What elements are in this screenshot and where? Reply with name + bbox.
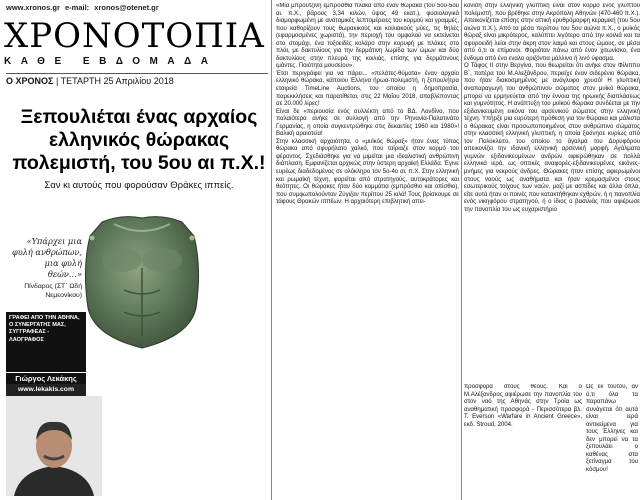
article-body-bottom-left [464, 384, 582, 496]
paragraph: Είναι δε «περιουσία ενός συλλέκτη από το ΒΔ. Λονδίνο, που παλαιότερα ανήκε σε συλλογή από την Ρηνανία-Παλατινάτο Γερμανίας, η οποία συγκεντρώθηκε στις δεκαετίες 1960 και 1980»! Βαλική αραιοτεία! [276, 108, 459, 138]
article-subheadline: Σαν κι αυτούς που φορούσαν Θράκες ιππείς. [44, 180, 234, 191]
sidebar [6, 196, 86, 496]
masthead-title: ΧΡΟΝΟΤΟΠΙΑ [4, 16, 265, 56]
header-contacts [6, 3, 268, 15]
dateline [6, 73, 268, 87]
issue-date: ΤΕΤΑΡΤΗ 25 Απριλίου 2018 [60, 76, 174, 86]
author-website[interactable]: www.lekakis.com [6, 384, 86, 396]
sidebar-quote-author: Πίνδαρος (ΣΤ΄ Ωδή Νεμεονίκου) [24, 283, 82, 299]
paragraph: Έτσι περιγράφει για να πάρει... «πελάτες-θύματα» έναν αρχαίο ελληνικό θώρακα, κάποιου Έλληνα ήρωα-πολεμιστή, η ξεπουλήτρα εταιρεία TimeLine Auctions, του οποίου η δημοπρασία, παρεκκλήσεις και παρατίθεται, στις 22 Μαΐου 2018, απαβλέποντας σε 20.000 λίρες! [276, 70, 459, 108]
dateline-separator: | [55, 76, 61, 86]
article-headline: Ξεπουλιέται ένας αρχαίος ελληνικός θώρακας πολεμιστή, του 5ου αι π.Χ.! [12, 106, 266, 174]
armor-rivet-right [190, 236, 195, 241]
armor-chest-left [102, 248, 142, 272]
paragraph: προσφορά στους θεούς. Και ο Μ.Αλέξανδρος αφιέρωσε την πανοπλία του στον ναό της Αθηνάς στην Τροία ως αναθηματική προσφορά - Περισσότερα βλ. T. Everson «Warfare in Ancient Greece», εκδ. Stroud, 2004. [464, 384, 582, 428]
masthead-subtitle: ΚΑΘΕ ΕΒΔΟΜΑΔΑ [4, 56, 218, 67]
paragraph: κόνιση στην ελληνική γλυπτική είναι στον κορμό ενός γλυπτού πολεμιστή, που βρέθηκε στην Ακρόπολη Αθηνών (470-460 π.Χ.). Απεικονίζεται επίσης στην αττική ερυθρόμορφη κεραμική (του 5ου αιώνα π.Χ.). Από τα μέσα περίπου του 5ου αιώνα π.Χ., ο μυϊκός θώραξ είναι μικρότερος, καλύπτει λιγότερο από την κοιλιά και τα σφυροειδή λείοι στην άκρη στον λαιμό και στους ώμους, σε μέσα από ό,τι οι επίμονοι. Φοριόταν πάνω από έναν χιτωνίσκο, ένα ένδυμα από ένα εναλο οριζόντια μάλλινο ή λινό ύφασμα. [464, 3, 640, 62]
paragraph: Ως εκ τούτου, αν ό,τι όλα τα παραπάνω συνάγεται ότι αυτά είναι ιερά αντικείμενα για τους Έλληνες και δεν μπορεί να τα ξεπουλάει ο καθένας στα ξετίναγμα του κόσμου! [586, 384, 638, 474]
site-url[interactable]: www.xronos.gr [6, 3, 60, 12]
sidebar-quote: «Υπάρχει μια φυλή ανθρώπων, μια φυλή θεών…» [12, 236, 82, 279]
armor-chest-right [142, 248, 182, 272]
email-label: e-mail: [65, 3, 90, 12]
middle-column [276, 0, 459, 500]
column-divider-1 [271, 0, 272, 500]
paragraph: Ο Τάφος ΙΙ στην Βεργίνα, που θεωρείται ότι ανήκε στον Φίλιππο Β΄, πατέρα του Μ.Αλεξάνδρου, περιείχε έναν σιδερένιο θώρακα, που ήταν διακοσμημένος με ανάγλυφο χρυσό! Η γλυπτική αναπαραγωγή του ανθρώπινου σώματος στον μυϊκό θώρακα, μπορεί να ερμηνεύεται από την έννοια της ηρωικής διαπλάσεως και γυμνότητος. Η ανάπτυξη του μυϊκού θώρακα συνδέεται με την εξιδανικευμένη εικόνα του αρσενικού σώματος στην ελληνική τέχνη. Υπήρξε μια ευρύτερη πρόθεση για τον θώρακα και μάλιστα ο θώρακας είναι προσωποποιημένος στον ανθρώπινο σώματος στην κλασσική ελληνική γλυπτική, η οποία ξεκίνησε κυρίως από τον Πολύκλειτο, του οποίου το άγαλμα του Δορυφόρου απεικονίζει την ιδανική ελληνική αρσενική μορφή. Αγάλματα γυμνών εξιδανικευμένων ανδρών αφιερώθηκαν σε πολλά ελληνικά ιερά, ως οπτικές αναφορές-εξιδανικευμένες εικόνες-μνήμες για νεκρούς άνδρες. Θώρακες ήταν επίσης αφιερωμένοι στους ναούς ως αναθήματα και ήταν κρεμασμένοι στους εσωτερικούς τοίχους των ναών, μαζί με ασπίδες και άλλα όπλα, είτε αυτά ήταν οι ποινές που κατακτήθηκαν εχθρών, ή η πανοπλία ενός νικηφόρου στρατηγού, ή ο ίδιος ο βασιλιάς που αφιέρωσε την πανοπλία του ως ευχαριστήριο [464, 63, 640, 213]
paper-name: Ο ΧΡΟΝΟΣ [6, 76, 54, 86]
email-address[interactable]: xronos@otenet.gr [94, 3, 159, 12]
armor-image [62, 208, 222, 353]
author-bio: ΓΡΑΦΕΙ ΑΠΟ ΤΗΝ ΑΘΗΝΑ, Ο ΣΥΝΕΡΓΑΤΗΣ ΜΑΣ, ΣΥΓΓΡΑΦΕΑΣ - ΛΑΟΓΡΑΦΟΣ [6, 312, 86, 372]
author-name: Γιώργος Λεκάκης [6, 372, 86, 384]
column-divider-2 [461, 0, 462, 500]
armor-rivet-left [90, 236, 95, 241]
paragraph: Στην κλασσική αρχαιότητα, ο «μυϊκός θώραξ» ήταν ένας τύπος θώρακα από σφυρήλατο χαλκό, που ταίριαζε στον κορμό του φέροντος. Σχεδιάσθηκε για να μιμείται μια ιδεαλιστική ανθρώπινη διάπλαση. Εμφανίζεται αρχικώς στην ύστερη αρχαϊκή Ελλάδα. Έγινε ευρέως διαδεδομένος σε ολόκληρο τον 5ο-4ο αι. π.Χ. Στην ελληνική και ρωμαϊκή τέχνη, φορείται από στρατηγούς, αυτοκράτορες και θεότητες. Οι θώρακες ήταν δύο κομμάτια (εμπρόσθιο και οπίσθιο), που συμφωπολούνταν Ζύγιζαν περίπου 25 κιλά! Τους βρίσκουμε σε τάφους Θρακών ιππέων. Η αρχαιότερη επιβλητική απει- [276, 138, 459, 206]
masthead [4, 18, 268, 70]
article-body-right [464, 3, 640, 375]
article-body-middle [276, 3, 459, 497]
left-column [0, 0, 270, 500]
paragraph: «Μια μπρούτζινη εμπρόσθια πλάκα από έναν θώρακα (του 5ου-5ου αι. π.Χ., βάρους 3,34 κιλών, ύψος 49 εκατ.), φυσιολογικά διαμορφωμένη με ανατομικές λεπτομέρειες του κορμού και γραμμές, που καθορίζουν τους θωρακικούς και κοιλιακούς μύες, τις θηλές (εφαρμοσμένες χωριστά), την περιοχή του ομφαλού να εκτείνεται στο στομάχι, ένα τοξοειδές κολάρο στην κορυφή με πλάκες στο πλάι, με δακτυλίους για την δερμάτινη λωρίδα των ώμων και δύο δακτυλίους στην πλευρά της κοιλιάς, επίσης για δερμάτινους ιμάντες. Ποιότητα μουσείου». [276, 3, 459, 70]
author-photo [6, 396, 102, 496]
article-body-bottom-right [586, 384, 638, 496]
